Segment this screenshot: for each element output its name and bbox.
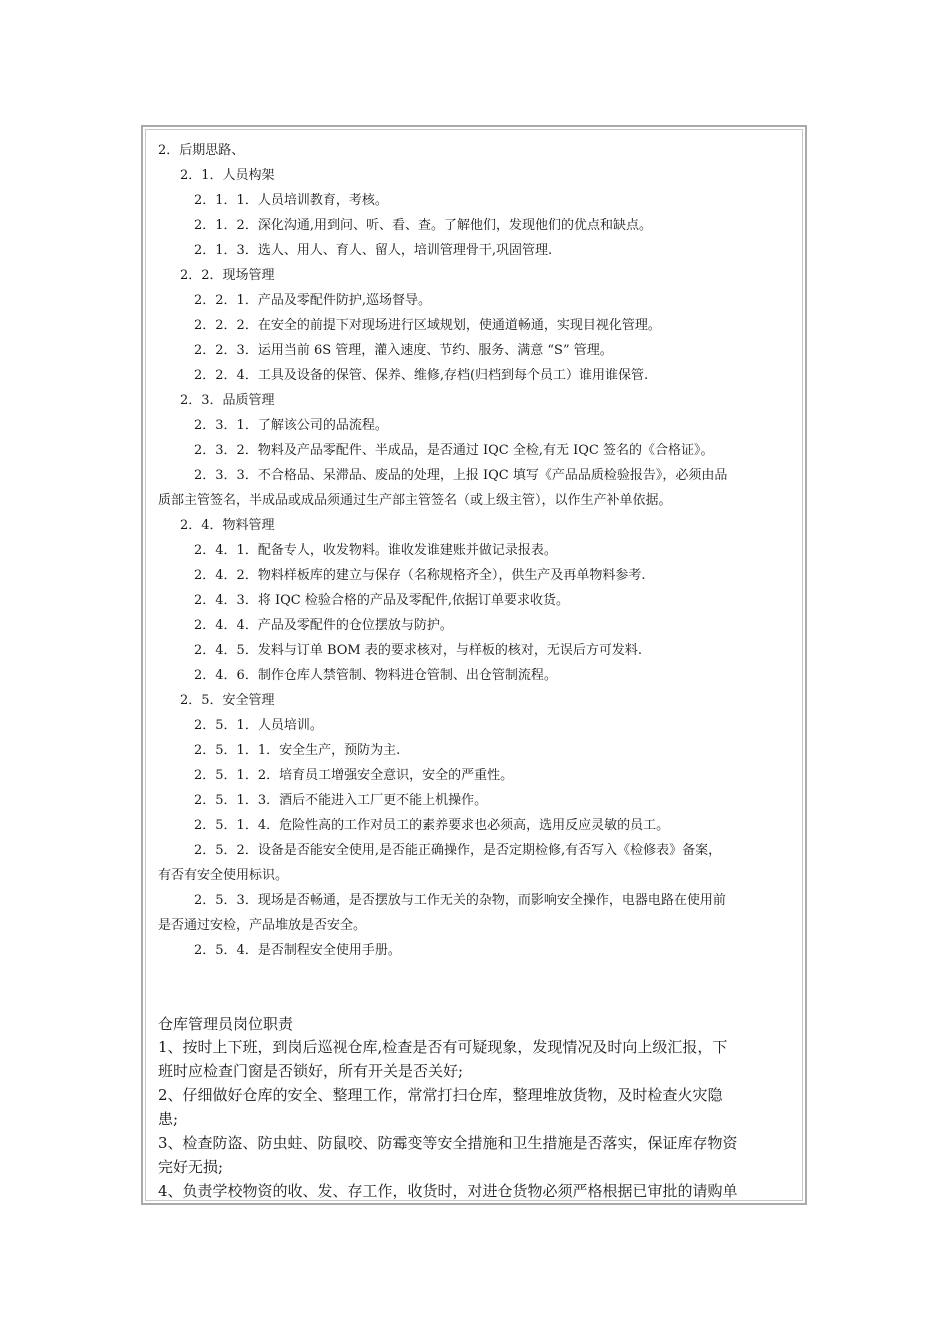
item-2-5-1-1: 2．5．1．1．安全生产，预防为主. — [194, 743, 401, 758]
heading-quality-management: 2．3．品质管理 — [180, 393, 275, 408]
item-2-4-6: 2．4．6．制作仓库人禁管制、物料进仓管制、出仓管制流程。 — [194, 668, 557, 683]
item-2-3-2: 2．3．2．物料及产品零配件、半成品，是否通过 IQC 全检,有无 IQC 签名的《合格证》。 — [194, 443, 714, 458]
item-2-3-1: 2．3．1．了解该公司的品流程。 — [194, 418, 388, 433]
item-2-5-4: 2．5．4．是否制程安全使用手册。 — [194, 943, 401, 958]
item-2-5-3-continued: 是否通过安检，产品堆放是否安全。 — [158, 918, 367, 933]
item-2-2-2: 2．2．2．在安全的前提下对现场进行区域规划，使通道畅通，实现目视化管理。 — [194, 318, 661, 333]
document-frame-inner — [145, 129, 803, 1201]
heading-staff-structure: 2．1．人员构架 — [180, 168, 275, 183]
item-2-2-4: 2．2．4．工具及设备的保管、保养、维修,存档(归档到每个员工）谁用谁保管. — [194, 368, 649, 383]
duty-4 — [158, 1179, 786, 1201]
item-2-4-2: 2．4．2．物料样板库的建立与保存（名称规格齐全），供生产及再单物料参考. — [194, 568, 646, 583]
item-2-1-1: 2．1．1．人员培训教育，考核。 — [194, 193, 388, 208]
item-2-5-1-4: 2．5．1．4．危险性高的工作对员工的素养要求也必须高，选用反应灵敏的员工。 — [194, 818, 670, 833]
item-2-5-1: 2．5．1．人员培训。 — [194, 718, 323, 733]
duty-3-line-2: 完好无损; — [158, 1158, 224, 1176]
duty-2-line-2: 患; — [158, 1110, 179, 1128]
duty-3-line-1: 3、检查防盗、防虫蛀、防鼠咬、防霉变等安全措施和卫生措施是否落实，保证库存物资 — [158, 1134, 738, 1152]
heading-material-management: 2．4．物料管理 — [180, 518, 275, 533]
item-2-5-2: 2．5．2．设备是否能安全使用,是否能正确操作，是否定期检修,有否写入《检修表》备案， — [194, 843, 722, 858]
item-2-5-1-2: 2．5．1．2．培育员工增强安全意识，安全的严重性。 — [194, 768, 514, 783]
item-2-2-1: 2．2．1．产品及零配件防护,巡场督导。 — [194, 293, 431, 308]
document-frame — [141, 125, 807, 1205]
item-2-3-3: 2．3．3．不合格品、呆滞品、废品的处理，上报 IQC 填写《产品品质检验报告》，必须由品 — [194, 468, 728, 483]
item-2-5-3: 2．5．3．现场是否畅通，是否摆放与工作无关的杂物，而影响安全操作，电器电路在使用前 — [194, 893, 726, 908]
duty-2-line-1: 2、仔细做好仓库的安全、整理工作，常常打扫仓库，整理堆放货物，及时检查火灾隐 — [158, 1086, 723, 1104]
duty-1-line-2: 班时应检查门窗是否锁好，所有开关是否关好; — [158, 1062, 464, 1080]
heading-site-management: 2．2．现场管理 — [180, 268, 275, 283]
item-2-5-2-continued: 有否有安全使用标识。 — [158, 868, 289, 883]
item-2-1-3: 2．1．3．选人、用人、育人、留人，培训管理骨干,巩固管理. — [194, 243, 553, 258]
duties-title: 仓库管理员岗位职责 — [158, 1015, 294, 1033]
item-2-2-3: 2．2．3．运用当前 6S 管理，灌入速度、节约、服务、满意 “S” 管理。 — [194, 343, 613, 358]
item-2-4-3: 2．4．3．将 IQC 检验合格的产品及零配件,依据订单要求收货。 — [194, 593, 569, 608]
duty-4-line-1: 4、负责学校物资的收、发、存工作，收货时，对进仓货物必须严格根据已审批的请购单 — [158, 1182, 738, 1200]
item-2-4-4: 2．4．4．产品及零配件的仓位摆放与防护。 — [194, 618, 453, 633]
item-2-4-5: 2．4．5．发料与订单 BOM 表的要求核对，与样板的核对，无误后方可发料. — [194, 643, 642, 658]
item-2-4-1: 2．4．1．配备专人，收发物料。谁收发谁建账并做记录报表。 — [194, 543, 557, 558]
item-2-3-3-continued: 质部主管签名，半成品或成品须通过生产部主管签名（或上级主管），以作生产补单依据。 — [158, 493, 672, 508]
heading-safety-management: 2．5．安全管理 — [180, 693, 275, 708]
duty-3 — [158, 1131, 786, 1179]
duty-1 — [158, 1035, 786, 1083]
duty-1-line-1: 1、按时上下班，到岗后巡视仓库,检查是否有可疑现象，发现情况及时向上级汇报，下 — [158, 1038, 728, 1056]
heading-later-plans: 2．后期思路、 — [158, 143, 245, 158]
duty-2 — [158, 1083, 786, 1131]
document-content — [158, 138, 788, 1201]
section-spacer — [158, 963, 788, 1013]
item-2-1-2: 2．1．2．深化沟通,用到问、听、看、查。了解他们，发现他们的优点和缺点。 — [194, 218, 652, 233]
item-2-5-1-3: 2．5．1．3．酒后不能进入工厂更不能上机操作。 — [194, 793, 488, 808]
